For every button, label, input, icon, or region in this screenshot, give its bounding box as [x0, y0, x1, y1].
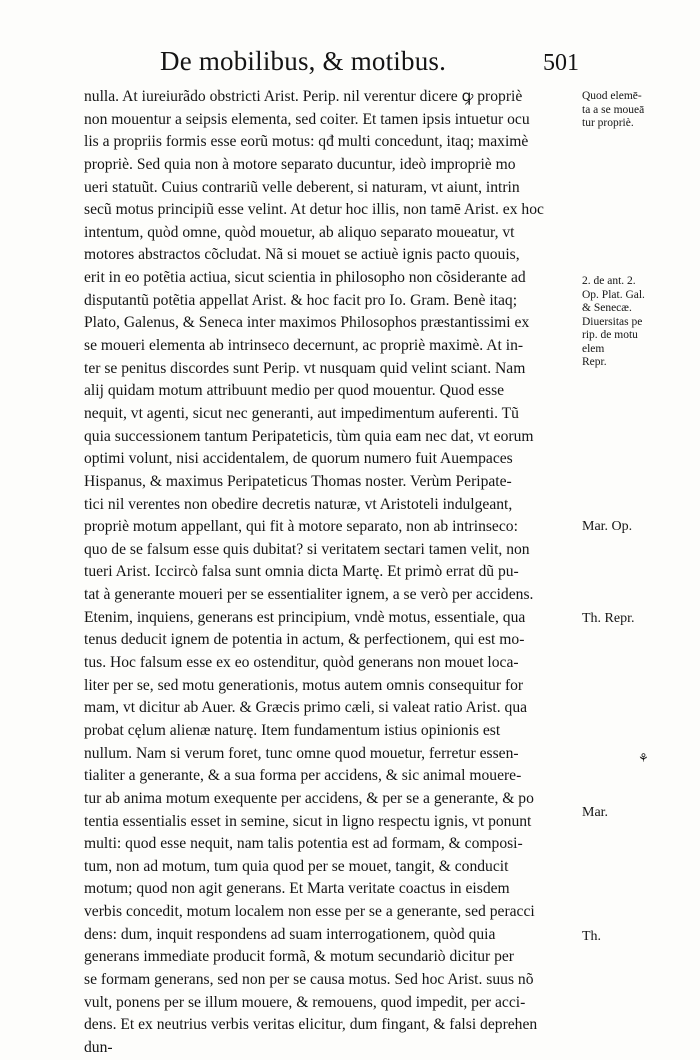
text-line: propriè motum appellant, qui fit à motore separato, non ab intrinseco:	[84, 518, 518, 536]
text-line: tueri Arist. Iccircò falsa sunt omnia dicta Martę. Et primò errat dũ pu-	[84, 563, 519, 581]
margin-note	[582, 520, 694, 534]
text-line: Plato, Galenus, & Seneca inter maximos Philosophos præstantissimi ex	[84, 314, 530, 332]
text-line: tur ab anima motum exequente per accidens, & per se a generante, & po	[84, 789, 534, 807]
text-line: dens: dum, inquit respondens ad suam interrogationem, quòd quia	[84, 925, 496, 943]
margin-note-line: 2. de ant. 2.	[582, 275, 636, 287]
text-line: quo de se falsum esse quis dubitat? si veritatem sectari tamen velit, non	[84, 540, 530, 558]
margin-note	[582, 275, 694, 370]
main-text-block	[84, 86, 574, 1060]
text-line: secũ motus principiũ esse velint. At detur hoc illis, non tamē Arist. ex hoc	[84, 201, 544, 219]
running-title: De mobilibus, & motibus.	[160, 46, 447, 76]
text-line: tialiter a generante, & a sua forma per accidens, & sic animal mouere-	[84, 767, 522, 785]
margin-note-line: Diuersitas pe	[582, 315, 643, 328]
margin-note	[582, 612, 694, 626]
margin-note-line: rip. de motu	[582, 329, 638, 341]
text-line: lis a propriis formis esse eorũ motus: qđ multi concedunt, itaq; maximè	[84, 133, 529, 151]
margin-note-line: Mar. Op.	[582, 519, 633, 534]
margin-note-line: Th.	[582, 929, 602, 944]
text-line: motum; quod non agit generans. Et Marta veritate coactus in eisdem	[84, 880, 510, 898]
margin-note-line: tur propriè.	[582, 117, 634, 129]
margin-note-line: Quod elemē-	[582, 90, 642, 102]
text-line: tici nil verentes non obedire decretis naturæ, vt Aristoteli indulgeant,	[84, 495, 513, 513]
text-line: ueri statuũt. Cuius contrariũ velle deberent, si naturam, vt aiunt, intrin	[84, 178, 520, 196]
text-line: tenus deducit ignem de potentia in actum, & perfectionem, qui est mo-	[84, 631, 525, 649]
text-line: se formam generans, sed non per se causa motus. Sed hoc Arist. suus nõ	[84, 970, 534, 988]
text-line: tum, non ad motum, tum quia quod per se mouet, tangit, & conducit	[84, 857, 509, 875]
margin-note-line: Mar.	[582, 805, 609, 820]
text-line: optimi volunt, nisi accidentalem, de quorum numero fuit Auempaces	[84, 450, 513, 468]
text-line: vult, ponens per se illum mouere, & remouens, quod impedit, per acci-	[84, 993, 526, 1011]
margin-note	[582, 90, 694, 131]
margin-note	[582, 930, 694, 944]
text-line: mam, vt dicitur ab Auer. & Græcis primo cæli, si valeat ratio Arist. qua	[84, 699, 528, 717]
text-line: nulla. At iureiurãdo obstricti Arist. Perip. nil verentur dicere ꝙ propriè	[84, 88, 523, 105]
text-line: se moueri elementa ab intrinseco decernunt, ac propriè maximè. At in-	[84, 337, 524, 355]
text-line: propriè. Sed quia non à motore separato ducuntur, ideò impropriè mo	[84, 155, 516, 173]
text-line: intentum, quòd omne, quòd mouetur, ab aliquo separato moueatur, vt	[84, 223, 515, 241]
text-line: dens. Et ex neutrius verbis veritas elicitur, dum fingant, & falsi deprehen	[84, 1016, 538, 1034]
text-line: dun-	[84, 1038, 113, 1056]
text-line: quia successionem tantum Peripateticis, tùm quia eam nec dat, vt eorum	[84, 427, 534, 445]
text-line: Hispanus, & maximus Peripateticus Thomas noster. Verùm Peripate-	[84, 472, 512, 490]
text-line: verbis concedit, motum localem non esse per se a generante, sed peracci	[84, 903, 535, 921]
margin-note-line: Op. Plat. Gal.	[582, 288, 645, 301]
text-line: multi: quod esse nequit, nam talis potentia est ad formam, & composi-	[84, 835, 523, 853]
text-line: ter se penitus discordes sunt Perip. vt nusquam quid velint sciant. Nam	[84, 359, 526, 377]
margin-note-line: ta a se moueā	[582, 103, 645, 116]
margin-note-line: Th. Repr.	[582, 611, 635, 626]
page-number: 501	[543, 50, 579, 76]
text-line: motores abstractos cõcludat. Nã si mouet se actiuè ignis pacto quouis,	[84, 246, 520, 264]
text-line: erit in eo potẽtia actiua, sicut scientia in philosopho non cõsiderante ad	[84, 269, 526, 287]
margin-note	[582, 806, 694, 820]
text-line: tat à generante moueri per se essentialiter ignem, a se verò per accidens.	[84, 586, 534, 604]
text-line: tentia essentialis esset in semine, sicut in ligno respectu ignis, vt ponunt	[84, 812, 532, 830]
text-line: non mouentur a seipsis elementa, sed coiter. Et tamen ipsis intuetur ocu	[84, 110, 530, 128]
text-line: nullum. Nam si verum foret, tunc omne quod mouetur, ferretur essen-	[84, 744, 519, 762]
margin-note-line: elem	[582, 342, 605, 355]
margin-note-line: Repr.	[582, 356, 607, 368]
text-line: nequit, vt agenti, sicut nec generanti, aut impedimentum auferenti. Tũ	[84, 404, 519, 422]
text-line: tus. Hoc falsum esse ex eo ostenditur, quòd generans non mouet loca-	[84, 654, 519, 672]
printers-mark-icon: ⚘	[638, 751, 649, 765]
text-line: disputantũ potẽtia appellat Arist. & hoc facit pro Io. Gram. Benè itaq;	[84, 291, 518, 309]
margin-note-line: & Senecæ.	[582, 302, 632, 314]
text-line: alij quidam motum attribuunt medio per quod mouentur. Quod esse	[84, 382, 505, 400]
text-line: Etenim, inquiens, generans est principium, vndè motus, essentiale, qua	[84, 608, 526, 626]
text-line: probat cęlum alienæ naturę. Item fundamentum istius opinionis est	[84, 721, 501, 739]
text-line: generans immediate producit formã, & motum secundariò dicitur per	[84, 948, 514, 966]
text-line: liter per se, sed motu generationis, motus autem omnis consequitur for	[84, 676, 524, 694]
